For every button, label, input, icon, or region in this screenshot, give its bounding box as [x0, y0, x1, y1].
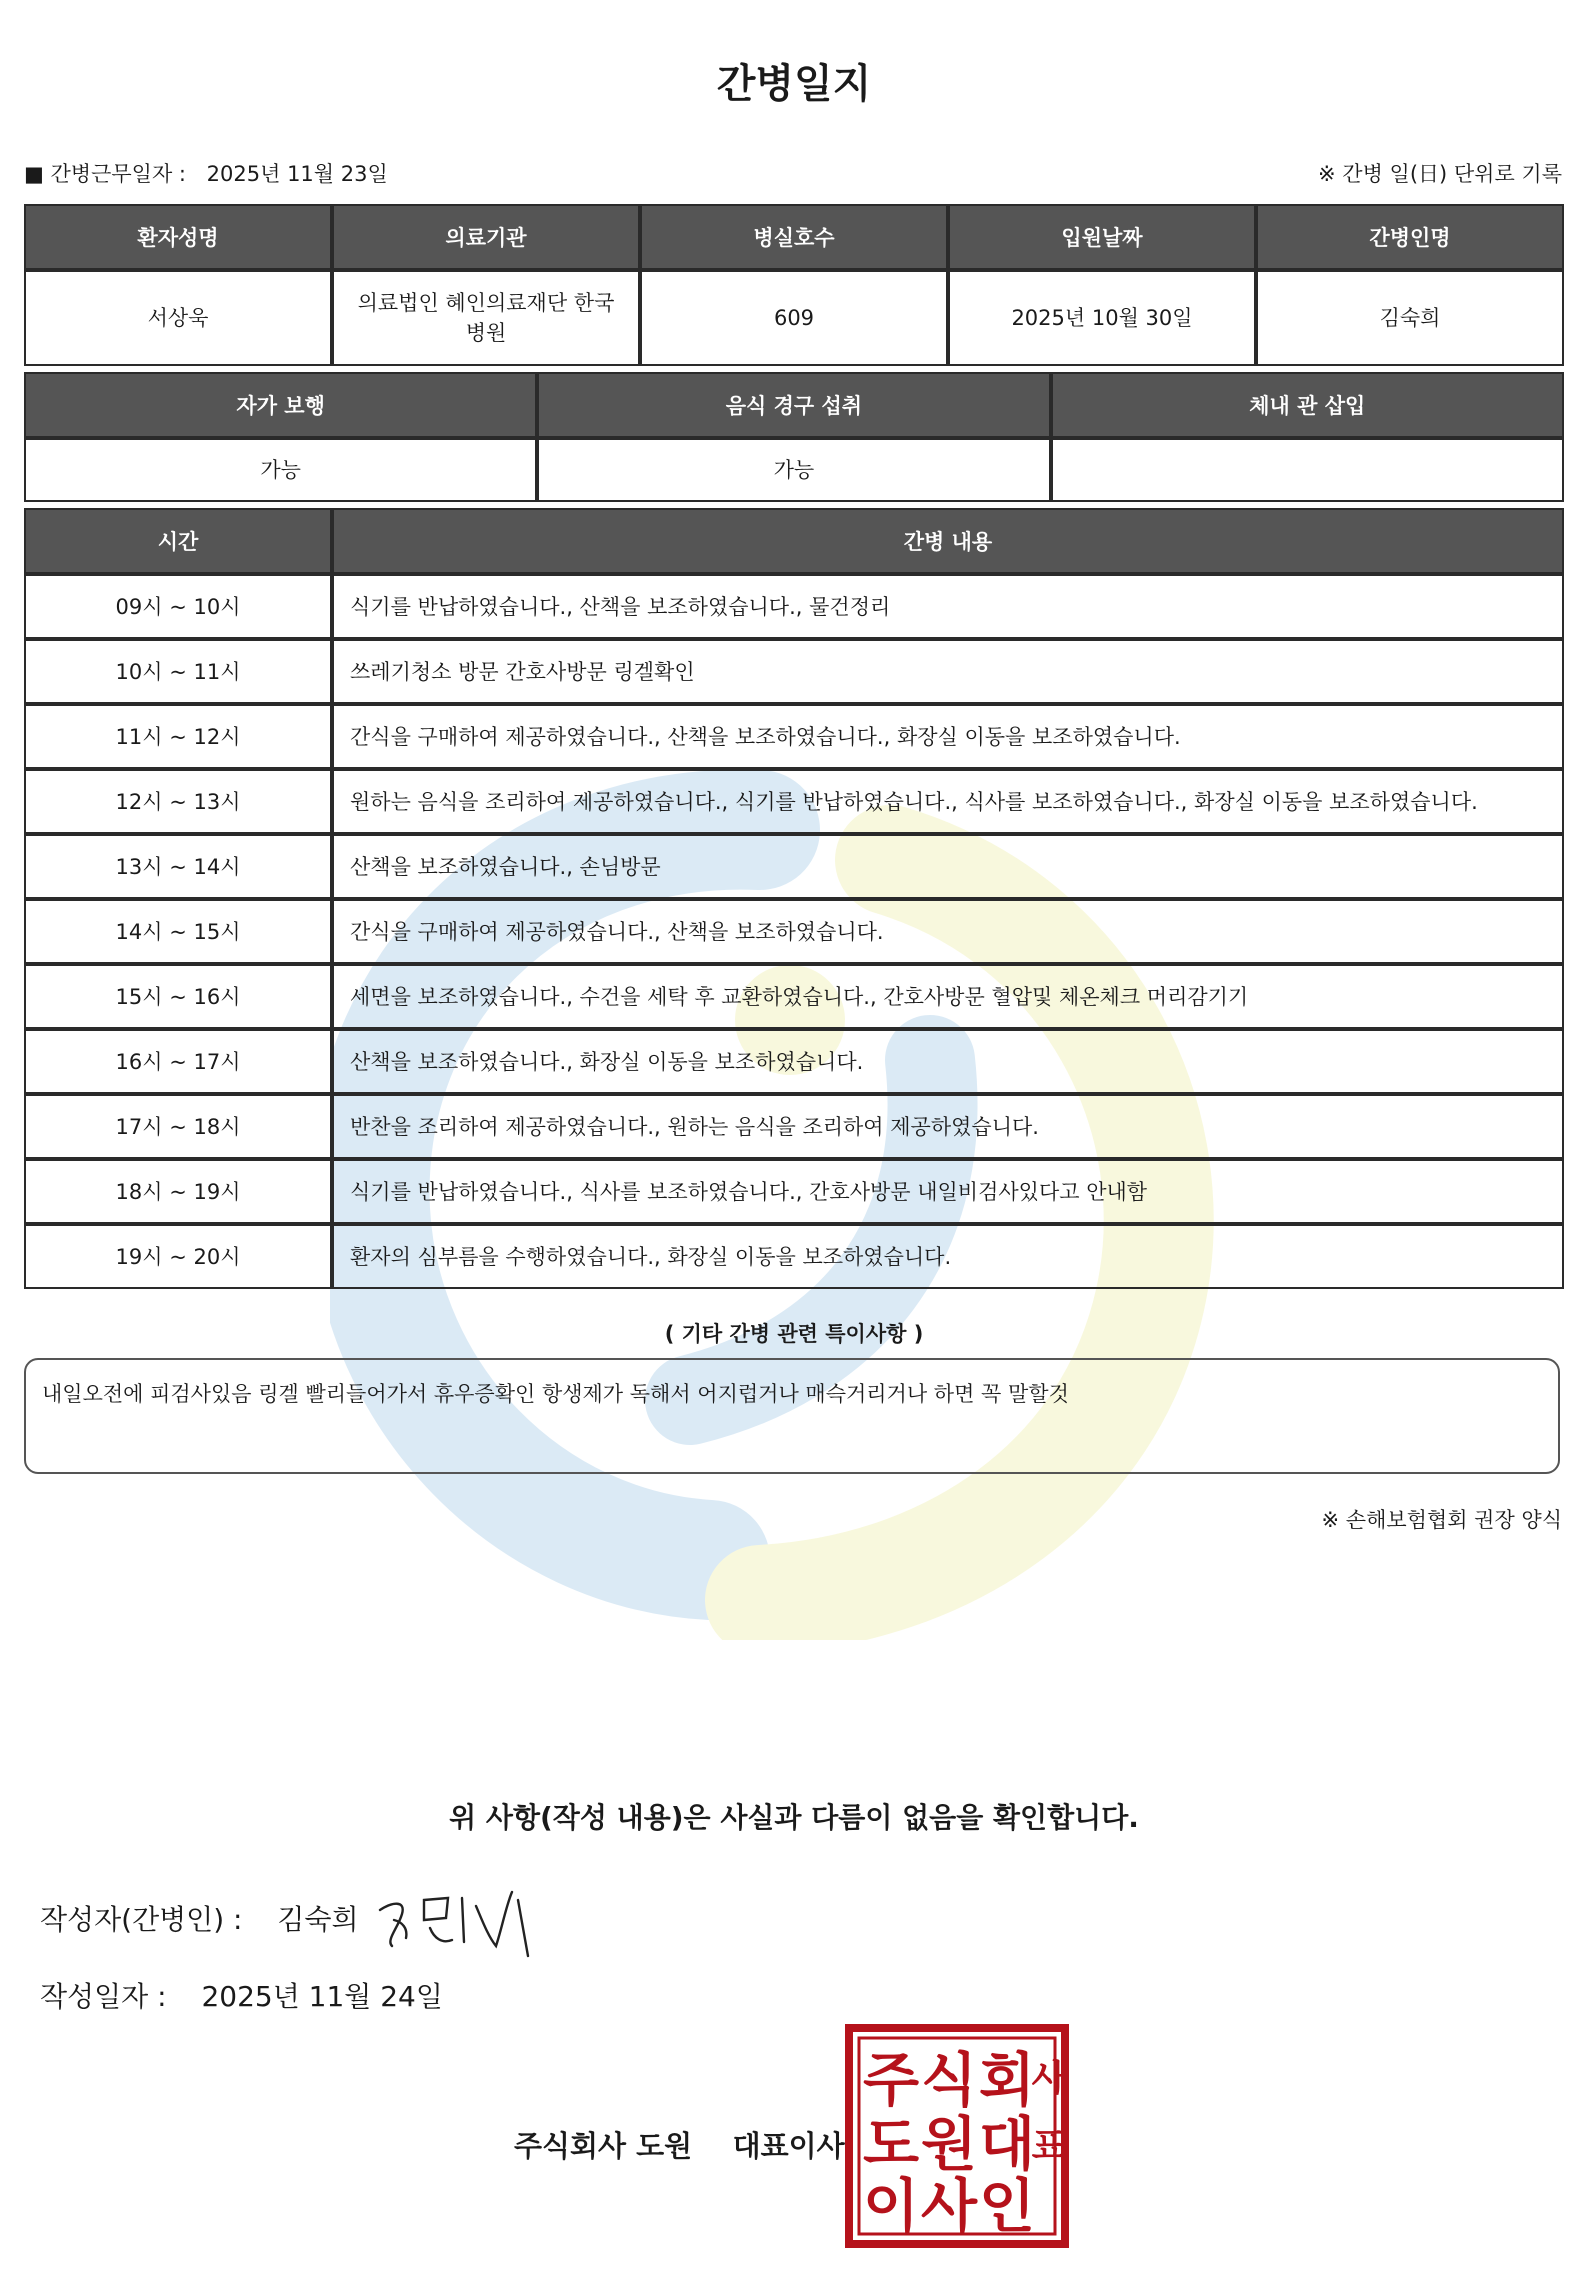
- time-cell: 15시 ~ 16시: [24, 964, 332, 1029]
- header-care-content: 간병 내용: [332, 508, 1564, 574]
- svg-text:도: 도: [862, 2110, 920, 2178]
- time-cell: 16시 ~ 17시: [24, 1029, 332, 1094]
- confirmation-statement: 위 사항(작성 내용)은 사실과 다름이 없음을 확인합니다.: [449, 1801, 1139, 1834]
- table-row: [24, 769, 1564, 834]
- svg-text:식: 식: [920, 2046, 978, 2114]
- svg-text:회: 회: [978, 2046, 1036, 2114]
- content-cell: 쓰레기청소 방문 간호사방문 링겔확인: [332, 639, 1564, 704]
- header-tube-insertion: 체내 관 삽입: [1051, 372, 1564, 438]
- table-row: [24, 639, 1564, 704]
- header-walking: 자가 보행: [24, 372, 537, 438]
- author-row: [40, 1898, 359, 1938]
- content-cell: 반찬을 조리하여 제공하였습니다., 원하는 음식을 조리하여 제공하였습니다.: [332, 1094, 1564, 1159]
- tube-insertion-value: [1051, 438, 1564, 502]
- content-cell: 원하는 음식을 조리하여 제공하였습니다., 식기를 반납하였습니다., 식사를 보조하였습니다., 화장실 이동을 보조하였습니다.: [332, 769, 1564, 834]
- notes-title: ( 기타 간병 관련 특이사항 ): [664, 1322, 924, 1346]
- care-log-table: [24, 508, 1564, 1289]
- time-cell: 10시 ~ 11시: [24, 639, 332, 704]
- admission-date: 2025년 10월 30일: [948, 270, 1256, 366]
- unit-note: ※ 간병 일(日) 단위로 기록: [1318, 162, 1562, 186]
- author-label: 작성자(간병인) :: [40, 1903, 243, 1936]
- room-number: 609: [640, 270, 948, 366]
- header-patient-name: 환자성명: [24, 204, 332, 270]
- written-date-row: [40, 1975, 443, 2015]
- time-cell: 14시 ~ 15시: [24, 899, 332, 964]
- table-row: [24, 1094, 1564, 1159]
- time-cell: 12시 ~ 13시: [24, 769, 332, 834]
- header-caregiver: 간병인명: [1256, 204, 1564, 270]
- date-value: 2025년 11월 24일: [201, 1980, 443, 2013]
- svg-text:대: 대: [978, 2110, 1036, 2178]
- caregiver-name: 김숙희: [1256, 270, 1564, 366]
- condition-table: [24, 372, 1564, 502]
- page-title: 간병일지: [716, 61, 872, 107]
- table-row: [24, 704, 1564, 769]
- date-label: 작성일자 :: [40, 1980, 167, 2013]
- patient-info-table: [24, 204, 1564, 366]
- header-admission-date: 입원날짜: [948, 204, 1256, 270]
- svg-text:주: 주: [862, 2046, 920, 2114]
- work-date: [24, 158, 388, 188]
- header-room: 병실호수: [640, 204, 948, 270]
- svg-text:표: 표: [1031, 2126, 1067, 2167]
- content-cell: 식기를 반납하였습니다., 산책을 보조하였습니다., 물건정리: [332, 574, 1564, 639]
- content-cell: 간식을 구매하여 제공하였습니다., 산책을 보조하였습니다., 화장실 이동을 보조하였습니다.: [332, 704, 1564, 769]
- svg-text:인: 인: [978, 2172, 1036, 2240]
- form-note: ※ 손해보험협회 권장 양식: [1321, 1508, 1562, 1532]
- svg-text:사: 사: [1031, 2058, 1067, 2099]
- time-cell: 11시 ~ 12시: [24, 704, 332, 769]
- notes-box: 내일오전에 피검사있음 링겔 빨리들어가서 휴우증확인 항생제가 독해서 어지럽거나 매슥거리거나 하면 꼭 말할것: [24, 1358, 1560, 1474]
- work-date-label: ■ 간병근무일자 :: [24, 162, 186, 186]
- walking-value: 가능: [24, 438, 537, 502]
- content-cell: 산책을 보조하였습니다., 화장실 이동을 보조하였습니다.: [332, 1029, 1564, 1094]
- work-date-value: 2025년 11월 23일: [206, 162, 388, 186]
- svg-text:원: 원: [920, 2110, 978, 2178]
- header-hospital: 의료기관: [332, 204, 640, 270]
- header-oral-intake: 음식 경구 섭취: [537, 372, 1050, 438]
- patient-name: 서상욱: [24, 270, 332, 366]
- time-cell: 18시 ~ 19시: [24, 1159, 332, 1224]
- author-name: 김숙희: [277, 1903, 359, 1936]
- table-row: [24, 574, 1564, 639]
- table-row: [24, 834, 1564, 899]
- content-cell: 식기를 반납하였습니다., 식사를 보조하였습니다., 간호사방문 내일비검사있다고 안내함: [332, 1159, 1564, 1224]
- table-row: [24, 899, 1564, 964]
- content-cell: 환자의 심부름을 수행하였습니다., 화장실 이동을 보조하였습니다.: [332, 1224, 1564, 1289]
- table-row: [24, 1224, 1564, 1289]
- table-row: [24, 1159, 1564, 1224]
- company-name: 주식회사 도원 대표이사: [514, 2129, 845, 2163]
- svg-text:이: 이: [862, 2172, 920, 2240]
- time-cell: 13시 ~ 14시: [24, 834, 332, 899]
- svg-text:사: 사: [920, 2172, 978, 2240]
- content-cell: 세면을 보조하였습니다., 수건을 세탁 후 교환하였습니다., 간호사방문 혈압및 체온체크 머리감기기: [332, 964, 1564, 1029]
- header-time: 시간: [24, 508, 332, 574]
- handwritten-signature: [372, 1880, 534, 1960]
- hospital-name: 의료법인 혜인의료재단 한국병원: [332, 270, 640, 366]
- oral-intake-value: 가능: [537, 438, 1050, 502]
- table-row: [24, 964, 1564, 1029]
- table-row: [24, 1029, 1564, 1094]
- time-cell: 17시 ~ 18시: [24, 1094, 332, 1159]
- content-cell: 간식을 구매하여 제공하였습니다., 산책을 보조하였습니다.: [332, 899, 1564, 964]
- time-cell: 09시 ~ 10시: [24, 574, 332, 639]
- company-seal-stamp: [845, 2024, 1069, 2248]
- content-cell: 산책을 보조하였습니다., 손님방문: [332, 834, 1564, 899]
- time-cell: 19시 ~ 20시: [24, 1224, 332, 1289]
